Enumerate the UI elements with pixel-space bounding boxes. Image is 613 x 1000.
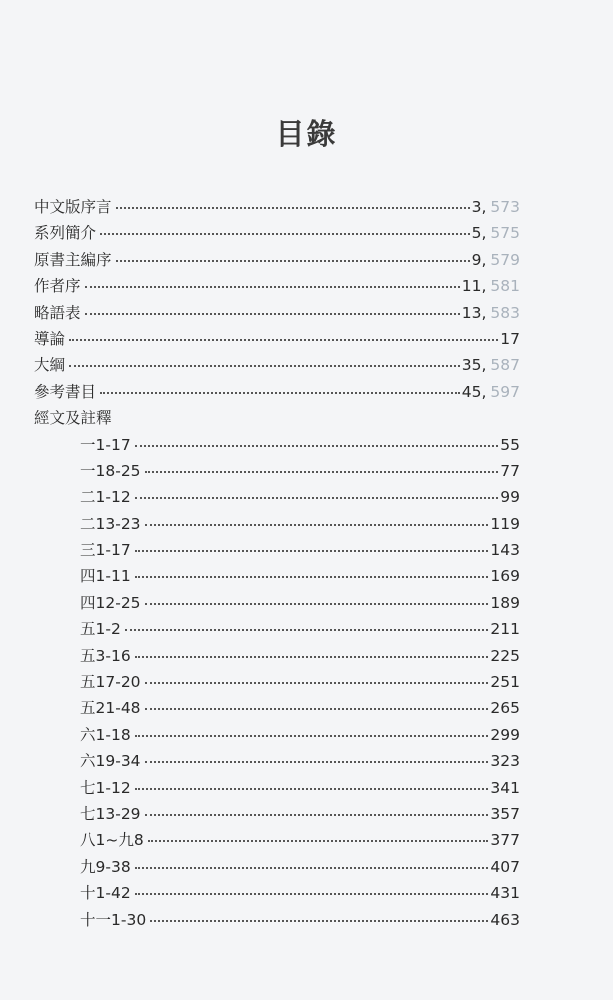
toc-entry-label: 四1-11 [80,567,131,586]
toc-page-number [462,273,520,299]
toc-entry-label: 八1~九8 [80,831,144,850]
toc-entry-label: 五17-20 [80,673,141,692]
toc-entry [34,616,520,642]
dot-leader [148,825,489,843]
toc-entry-label: 九9-38 [80,857,131,876]
toc-entry-label: 中文版序言 [34,198,112,216]
dot-leader [135,482,499,500]
toc-entry-label: 六19-34 [80,752,141,771]
toc-entry-label: 系列簡介 [34,224,97,243]
page-number: 45 [461,382,482,401]
toc-entry [34,273,520,299]
page-number: 225 [490,646,520,665]
toc-page-number [490,669,520,695]
toc-entry [34,590,520,616]
toc-entry [34,484,520,510]
toc-entry [34,300,520,326]
dot-leader [145,587,489,605]
dot-leader [116,244,470,262]
toc-entry [34,352,520,378]
toc-entry [34,695,520,721]
dot-leader [85,271,460,289]
toc-page-number [500,326,520,352]
toc-entry-label: 略語表 [34,303,81,322]
toc-entry-label: 五3-16 [80,646,131,665]
toc-entry [34,827,520,853]
page-number: 5 [471,224,482,243]
toc-page-number [490,616,520,642]
toc-entry-label: 二1-12 [80,488,131,507]
page-number: 341 [490,778,520,797]
page-number: 251 [490,673,520,692]
toc-entry [34,247,520,273]
page-number: 189 [490,593,520,612]
dot-leader [135,719,489,737]
dot-leader [145,746,489,764]
dot-leader [145,455,499,473]
dot-leader [145,667,489,685]
page-number: 299 [490,725,520,744]
toc-page-number [490,511,520,537]
page-separator: , [481,303,487,322]
toc-entry [34,801,520,827]
page-number: 55 [500,435,520,454]
dot-leader [69,350,460,368]
page-number: 17 [500,329,520,348]
page-number: 143 [490,541,520,560]
toc-entry-label: 五1-2 [80,620,121,639]
secondary-page-number: 581 [490,277,520,296]
toc-entry-label: 一1-17 [80,435,131,454]
toc-entry-label: 十1-42 [80,884,131,903]
toc-page-number [472,194,520,220]
dot-leader [135,640,489,658]
toc-page-number [490,695,520,721]
page-number: 77 [500,461,520,480]
toc-entry-label: 大綱 [34,356,66,375]
page-number: 323 [490,752,520,771]
page-number: 357 [490,804,520,823]
toc-entry [34,854,520,880]
toc-page-number [500,458,520,484]
toc-entry [34,432,520,458]
toc-page-number [490,854,520,880]
dot-leader [145,508,489,526]
dot-leader [100,376,460,394]
toc-entry [34,722,520,748]
page-separator: , [481,277,487,296]
toc-entry [34,880,520,906]
page-number: 9 [471,250,482,269]
toc-entry-label: 一18-25 [80,461,141,480]
secondary-page-number: 583 [490,303,520,322]
page-number: 377 [490,831,520,850]
toc-page-number [472,247,520,273]
toc-entry-label: 作者序 [34,277,81,296]
page-number: 13 [461,303,482,322]
page-number: 169 [490,567,520,586]
toc-page-number [490,801,520,827]
toc-section-heading [34,405,520,431]
toc-page-number [490,563,520,589]
toc-entry-label: 參考書目 [34,382,97,401]
toc-entry-label: 經文及註釋 [34,409,112,428]
toc-entry-label: 十一1-30 [80,910,147,929]
toc-entry-label: 導論 [34,329,66,348]
dot-leader [135,878,489,896]
toc-entry [34,220,520,246]
toc-entry [34,194,520,220]
page-number: 463 [490,910,520,929]
toc-entry-label: 七13-29 [80,804,141,823]
dot-leader [85,297,460,315]
page-number: 3 [471,198,482,216]
page-separator: , [481,382,487,401]
dot-leader [135,851,489,869]
secondary-page-number: 587 [490,356,520,375]
toc-page-number [490,748,520,774]
page-separator: , [481,224,487,243]
toc-entry [34,511,520,537]
page-number: 119 [490,514,520,533]
toc-page-number [490,775,520,801]
toc-page-number [490,537,520,563]
toc-page-number [490,643,520,669]
toc-entry-label: 原書主編序 [34,250,112,269]
toc-entry-label: 七1-12 [80,778,131,797]
dot-leader [125,614,489,632]
toc-entry-label: 五21-48 [80,699,141,718]
toc-page-number [472,220,520,246]
table-of-contents [34,194,520,933]
page-separator: , [481,356,487,375]
page-number: 407 [490,857,520,876]
toc-entry-label: 六1-18 [80,725,131,744]
toc-page-number [462,300,520,326]
secondary-page-number: 573 [490,198,520,216]
page-number: 99 [500,488,520,507]
toc-entry [34,669,520,695]
toc-page-number [490,722,520,748]
dot-leader [135,772,489,790]
dot-leader [135,561,489,579]
toc-entry [34,458,520,484]
page-number: 211 [490,620,520,639]
toc-entry [34,643,520,669]
page-number: 11 [461,277,482,296]
dot-leader [116,192,470,210]
secondary-page-number: 579 [490,250,520,269]
page-number: 265 [490,699,520,718]
page-separator: , [481,198,487,216]
dot-leader [135,429,499,447]
page-separator: , [481,250,487,269]
toc-entry [34,907,520,933]
secondary-page-number: 597 [490,382,520,401]
toc-page-number [490,827,520,853]
dot-leader [135,535,489,553]
toc-entry-label: 四12-25 [80,593,141,612]
toc-page-number [490,590,520,616]
dot-leader [145,693,489,711]
dot-leader [69,323,498,341]
toc-entry [34,537,520,563]
dot-leader [145,798,489,816]
dot-leader [100,218,470,236]
toc-entry [34,379,520,405]
toc-entry [34,748,520,774]
dot-leader [150,904,488,922]
toc-page-number [462,379,520,405]
toc-entry [34,563,520,589]
toc-entry-label: 二13-23 [80,514,141,533]
page-number: 431 [490,884,520,903]
toc-page-number [490,880,520,906]
toc-entry [34,775,520,801]
secondary-page-number: 575 [490,224,520,243]
toc-entry-label: 三1-17 [80,541,131,560]
toc-entry [34,326,520,352]
toc-page-number [500,432,520,458]
toc-page-number [500,484,520,510]
toc-page-number [490,907,520,933]
toc-page-number [462,352,520,378]
page-number: 35 [461,356,482,375]
page-title: 目錄 [275,117,338,151]
